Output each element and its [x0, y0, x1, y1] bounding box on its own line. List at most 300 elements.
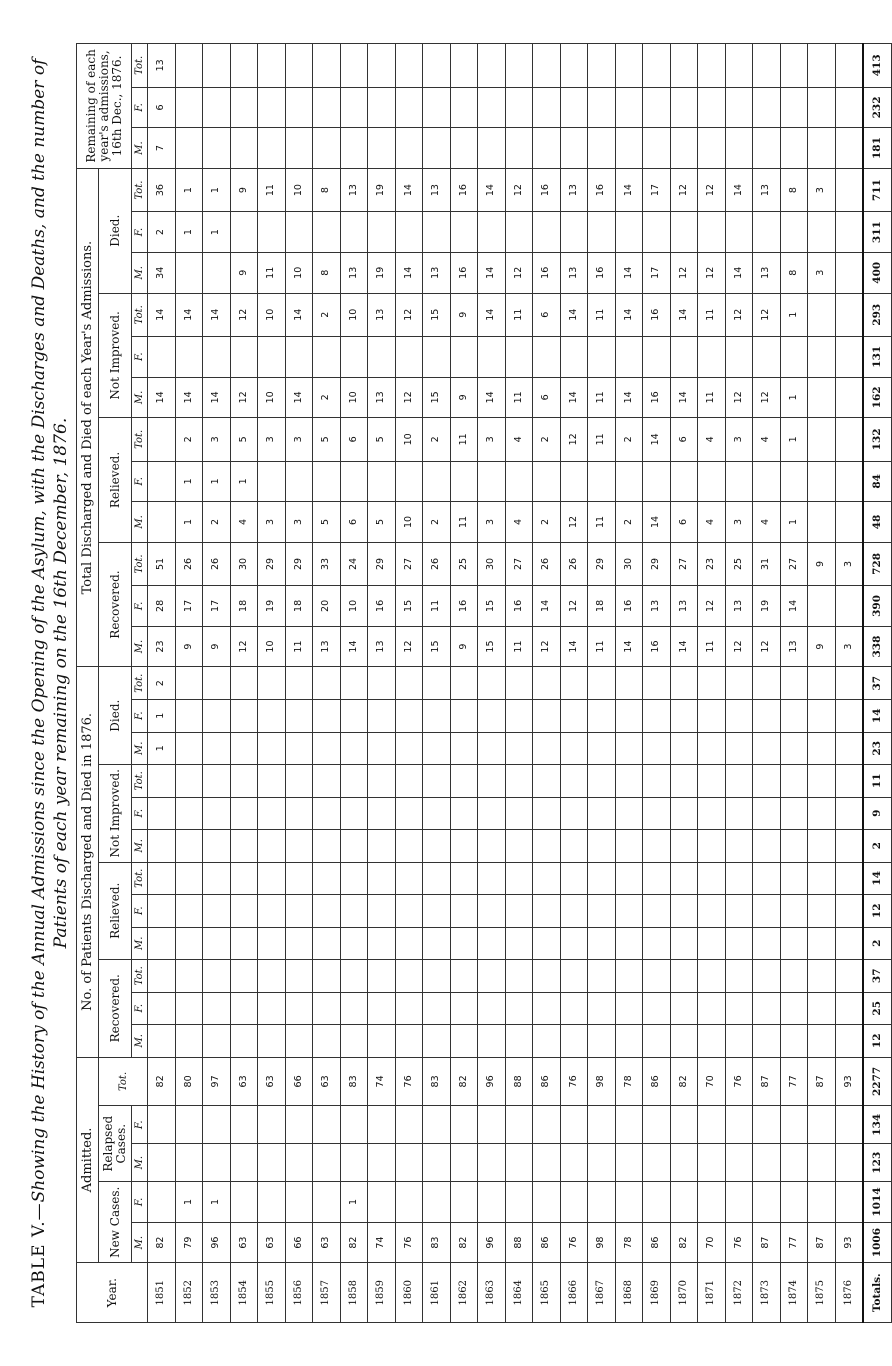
cell: [560, 992, 588, 1025]
cell: 76: [395, 1222, 423, 1263]
cell: [808, 1182, 836, 1223]
cell: [258, 927, 286, 960]
cell: 96: [203, 1222, 231, 1263]
cell: [340, 960, 368, 993]
cell: [643, 797, 671, 830]
cell: [698, 336, 726, 377]
cell: [313, 700, 341, 733]
cell: [753, 1182, 781, 1223]
cell: [753, 1144, 781, 1182]
cell: [725, 212, 753, 253]
cell: [670, 336, 698, 377]
cell: [340, 992, 368, 1025]
cell: 26: [423, 542, 451, 585]
cell: [670, 830, 698, 863]
cell: [753, 830, 781, 863]
cell: 12: [753, 377, 781, 418]
cell: [808, 667, 836, 700]
cell: [808, 862, 836, 895]
cell: 76: [725, 1057, 753, 1106]
cell: 232: [863, 87, 891, 128]
cell: [643, 895, 671, 928]
cell: [175, 336, 203, 377]
cell: [313, 927, 341, 960]
cell: [203, 895, 231, 928]
cell: 2: [615, 502, 643, 543]
cell: [560, 1106, 588, 1144]
cell: 14: [560, 377, 588, 418]
cell: [560, 895, 588, 928]
cell: 93: [835, 1222, 863, 1263]
table-row: [643, 44, 671, 1323]
sub-header-m: M.: [132, 927, 148, 960]
cell: [175, 862, 203, 895]
cell: [670, 1182, 698, 1223]
cell: 13: [560, 168, 588, 211]
cell: [698, 862, 726, 895]
cell: [698, 212, 726, 253]
cell: [258, 44, 286, 88]
cell: [395, 830, 423, 863]
cell: 18: [588, 586, 616, 627]
cell: 70: [698, 1222, 726, 1263]
cell: [780, 212, 808, 253]
cell: 1: [230, 461, 258, 502]
cell: 8: [313, 168, 341, 211]
cell: [450, 128, 478, 169]
cell: [753, 895, 781, 928]
total-discharged-header: Total Discharged and Died of each Year's Admissions.: [77, 168, 99, 667]
cell: 13: [148, 44, 176, 88]
cell: 5: [313, 418, 341, 461]
cell: 8: [780, 252, 808, 293]
cell: 4: [505, 418, 533, 461]
cell: [340, 44, 368, 88]
table-row: [395, 44, 423, 1323]
cell: [835, 895, 863, 928]
cell: [698, 960, 726, 993]
cell: [313, 336, 341, 377]
cell: 12: [230, 626, 258, 667]
cell: [725, 960, 753, 993]
cell: 13: [368, 626, 396, 667]
cell: [148, 927, 176, 960]
cell: 12: [560, 502, 588, 543]
cell: [450, 1025, 478, 1058]
cell: [780, 87, 808, 128]
cell: [395, 1025, 423, 1058]
cell: [478, 927, 506, 960]
cell: 13: [725, 586, 753, 627]
cell: 16: [450, 252, 478, 293]
cell: [423, 1144, 451, 1182]
cell: [533, 765, 561, 798]
cell: [478, 992, 506, 1025]
cell: [230, 336, 258, 377]
cell: [588, 1182, 616, 1223]
cell: [643, 87, 671, 128]
cell: 86: [533, 1222, 561, 1263]
cell: [285, 87, 313, 128]
cell: [450, 1106, 478, 1144]
cell: [753, 461, 781, 502]
cell: [258, 212, 286, 253]
admitted-header: Admitted.: [77, 1057, 99, 1263]
cell: [175, 1025, 203, 1058]
year-cell: 1872: [725, 1263, 753, 1323]
cell: 80: [175, 1057, 203, 1106]
cell: 12: [395, 293, 423, 336]
cell: [725, 830, 753, 863]
cell: [533, 895, 561, 928]
cell: 16: [533, 168, 561, 211]
cell: [478, 1144, 506, 1182]
cell: [395, 1144, 423, 1182]
sub-header-f: F.: [132, 87, 148, 128]
cell: [450, 895, 478, 928]
cell: 3: [808, 168, 836, 211]
cell: [258, 960, 286, 993]
cell: 3: [285, 502, 313, 543]
cell: [835, 586, 863, 627]
cell: 1: [148, 732, 176, 765]
sub-header-tot: Tot.: [132, 765, 148, 798]
cell: [670, 927, 698, 960]
cell: [505, 1182, 533, 1223]
table-row: [533, 44, 561, 1323]
cell: [368, 992, 396, 1025]
cell: [175, 44, 203, 88]
cell: [395, 87, 423, 128]
cell: [368, 667, 396, 700]
cell: 134: [863, 1106, 891, 1144]
cell: [835, 960, 863, 993]
cell: [560, 336, 588, 377]
cell: [340, 336, 368, 377]
cell: 3: [478, 418, 506, 461]
cell: 13: [368, 377, 396, 418]
cell: 97: [203, 1057, 231, 1106]
cell: 1: [203, 168, 231, 211]
cell: [533, 1182, 561, 1223]
cell: 14: [533, 586, 561, 627]
cell: [175, 700, 203, 733]
cell: [808, 765, 836, 798]
cell: 11: [588, 502, 616, 543]
year-cell: 1864: [505, 1263, 533, 1323]
cell: 30: [230, 542, 258, 585]
cell: [340, 765, 368, 798]
sub-header-f: F.: [132, 461, 148, 502]
cell: 12: [533, 626, 561, 667]
cell: [505, 1144, 533, 1182]
cell: [148, 1182, 176, 1223]
cell: 63: [258, 1057, 286, 1106]
cell: [395, 128, 423, 169]
cell: 16: [643, 626, 671, 667]
year-cell: 1876: [835, 1263, 863, 1323]
cell: [258, 128, 286, 169]
cell: 26: [175, 542, 203, 585]
cell: [780, 1182, 808, 1223]
cell: 2: [148, 212, 176, 253]
year-cell: 1857: [313, 1263, 341, 1323]
cell: 82: [450, 1222, 478, 1263]
cell: [753, 765, 781, 798]
cell: 12: [725, 293, 753, 336]
cell: [230, 87, 258, 128]
cell: 18: [230, 586, 258, 627]
cell: 23: [148, 626, 176, 667]
cell: [230, 862, 258, 895]
cell: 13: [560, 252, 588, 293]
cell: 5: [368, 418, 396, 461]
cell: [698, 1025, 726, 1058]
cell: [285, 128, 313, 169]
cell: [615, 797, 643, 830]
cell: [835, 377, 863, 418]
cell: 11: [505, 377, 533, 418]
cell: [478, 212, 506, 253]
cell: 16: [505, 586, 533, 627]
cell: [753, 44, 781, 88]
cell: [808, 418, 836, 461]
table-body: [148, 44, 864, 1323]
cell: [395, 461, 423, 502]
cell: [450, 212, 478, 253]
cell: [643, 830, 671, 863]
cell: [753, 960, 781, 993]
cell: 83: [423, 1222, 451, 1263]
cell: [560, 44, 588, 88]
cell: [643, 1106, 671, 1144]
year-cell: 1873: [753, 1263, 781, 1323]
cell: 1014: [863, 1182, 891, 1223]
cell: 1: [203, 1182, 231, 1223]
cell: [148, 765, 176, 798]
cell: [423, 212, 451, 253]
cell: 1: [175, 212, 203, 253]
sub-header-m: M.: [132, 1025, 148, 1058]
cell: [285, 830, 313, 863]
cell: [505, 862, 533, 895]
cell: [450, 1144, 478, 1182]
cell: [560, 830, 588, 863]
cell: 11: [258, 252, 286, 293]
cell: [780, 667, 808, 700]
sub-header-f: F.: [132, 700, 148, 733]
cell: [423, 667, 451, 700]
cell: 25: [863, 992, 891, 1025]
cell: [505, 765, 533, 798]
cell: 4: [753, 502, 781, 543]
cell: [560, 732, 588, 765]
cell: 6: [533, 293, 561, 336]
cell: 88: [505, 1057, 533, 1106]
discharged-1876-header: No. of Patients Discharged and Died in 1876.: [77, 667, 99, 1057]
cell: [808, 336, 836, 377]
cell: 76: [725, 1222, 753, 1263]
cell: [643, 1182, 671, 1223]
relapsed-cases-header: Relapsed Cases.: [99, 1106, 132, 1182]
cell: [808, 502, 836, 543]
cell: [808, 895, 836, 928]
cell: 27: [395, 542, 423, 585]
cell: [313, 1182, 341, 1223]
cell: 15: [395, 586, 423, 627]
cell: 2: [615, 418, 643, 461]
cell: 29: [368, 542, 396, 585]
cell: 4: [230, 502, 258, 543]
cell: [313, 1025, 341, 1058]
year-cell: 1867: [588, 1263, 616, 1323]
cell: 1: [780, 502, 808, 543]
cell: [395, 960, 423, 993]
cell: 14: [780, 586, 808, 627]
cell: 11: [698, 293, 726, 336]
cell: [835, 87, 863, 128]
cell: 28: [148, 586, 176, 627]
cell: 78: [615, 1222, 643, 1263]
not-improved-1876-header: Not Improved.: [99, 765, 132, 863]
cell: [340, 895, 368, 928]
cell: [505, 960, 533, 993]
cell: [808, 700, 836, 733]
cell: 11: [423, 586, 451, 627]
cell: [285, 895, 313, 928]
cell: [478, 895, 506, 928]
table-header: [77, 44, 148, 1323]
cell: [148, 502, 176, 543]
cell: 96: [478, 1222, 506, 1263]
cell: 12: [230, 377, 258, 418]
cell: 123: [863, 1144, 891, 1182]
cell: [423, 992, 451, 1025]
cell: 86: [643, 1057, 671, 1106]
cell: [175, 1144, 203, 1182]
cell: [368, 128, 396, 169]
sub-header-tot: Tot.: [132, 168, 148, 211]
sub-header-m: M.: [132, 502, 148, 543]
cell: [368, 44, 396, 88]
cell: [230, 128, 258, 169]
cell: 9: [863, 797, 891, 830]
cell: [203, 1144, 231, 1182]
cell: 36: [148, 168, 176, 211]
table-row: [725, 44, 753, 1323]
cell: 15: [423, 377, 451, 418]
cell: 12: [505, 168, 533, 211]
cell: [560, 1182, 588, 1223]
cell: 19: [368, 168, 396, 211]
cell: 87: [808, 1222, 836, 1263]
sub-header-f: F.: [132, 895, 148, 928]
cell: [615, 336, 643, 377]
cell: [533, 960, 561, 993]
cell: 83: [340, 1057, 368, 1106]
cell: [560, 212, 588, 253]
cell: [835, 1182, 863, 1223]
table-footer: [863, 44, 891, 1323]
cell: [725, 667, 753, 700]
cell: 9: [450, 377, 478, 418]
cell: [203, 992, 231, 1025]
cell: [230, 830, 258, 863]
cell: 3: [725, 502, 753, 543]
cell: 83: [423, 1057, 451, 1106]
cell: [808, 992, 836, 1025]
cell: [698, 87, 726, 128]
cell: [588, 336, 616, 377]
cell: [808, 960, 836, 993]
cell: 16: [450, 586, 478, 627]
cell: [753, 862, 781, 895]
cell: [230, 1182, 258, 1223]
cell: 15: [478, 586, 506, 627]
cell: [258, 336, 286, 377]
sub-header-tot: Tot.: [132, 960, 148, 993]
cell: [643, 461, 671, 502]
cell: 77: [780, 1057, 808, 1106]
cell: [588, 992, 616, 1025]
sub-header-tot: Tot.: [132, 418, 148, 461]
cell: 14: [725, 252, 753, 293]
totals-row: [863, 44, 891, 1323]
cell: [368, 732, 396, 765]
cell: [203, 830, 231, 863]
cell: [643, 44, 671, 88]
cell: 13: [368, 293, 396, 336]
cell: [258, 667, 286, 700]
cell: 76: [560, 1057, 588, 1106]
cell: [725, 1025, 753, 1058]
cell: [670, 1144, 698, 1182]
cell: 10: [285, 252, 313, 293]
cell: [478, 960, 506, 993]
cell: [450, 797, 478, 830]
cell: 293: [863, 293, 891, 336]
cell: 12: [698, 168, 726, 211]
cell: 63: [313, 1057, 341, 1106]
cell: [808, 797, 836, 830]
cell: [615, 1106, 643, 1144]
cell: 13: [753, 252, 781, 293]
cell: 12: [670, 252, 698, 293]
cell: 82: [670, 1057, 698, 1106]
cell: [780, 992, 808, 1025]
cell: [203, 128, 231, 169]
not-improved-total-header: Not Improved.: [99, 293, 132, 418]
cell: [258, 797, 286, 830]
cell: [340, 128, 368, 169]
cell: [533, 1106, 561, 1144]
cell: 14: [395, 168, 423, 211]
cell: [615, 1182, 643, 1223]
cell: [808, 830, 836, 863]
cell: 14: [285, 293, 313, 336]
cell: [175, 992, 203, 1025]
cell: [148, 862, 176, 895]
cell: [423, 1025, 451, 1058]
cell: 3: [258, 418, 286, 461]
cell: 14: [560, 293, 588, 336]
cell: [423, 927, 451, 960]
cell: 14: [670, 377, 698, 418]
cell: [753, 700, 781, 733]
cell: [285, 960, 313, 993]
cell: 12: [725, 626, 753, 667]
cell: [615, 765, 643, 798]
